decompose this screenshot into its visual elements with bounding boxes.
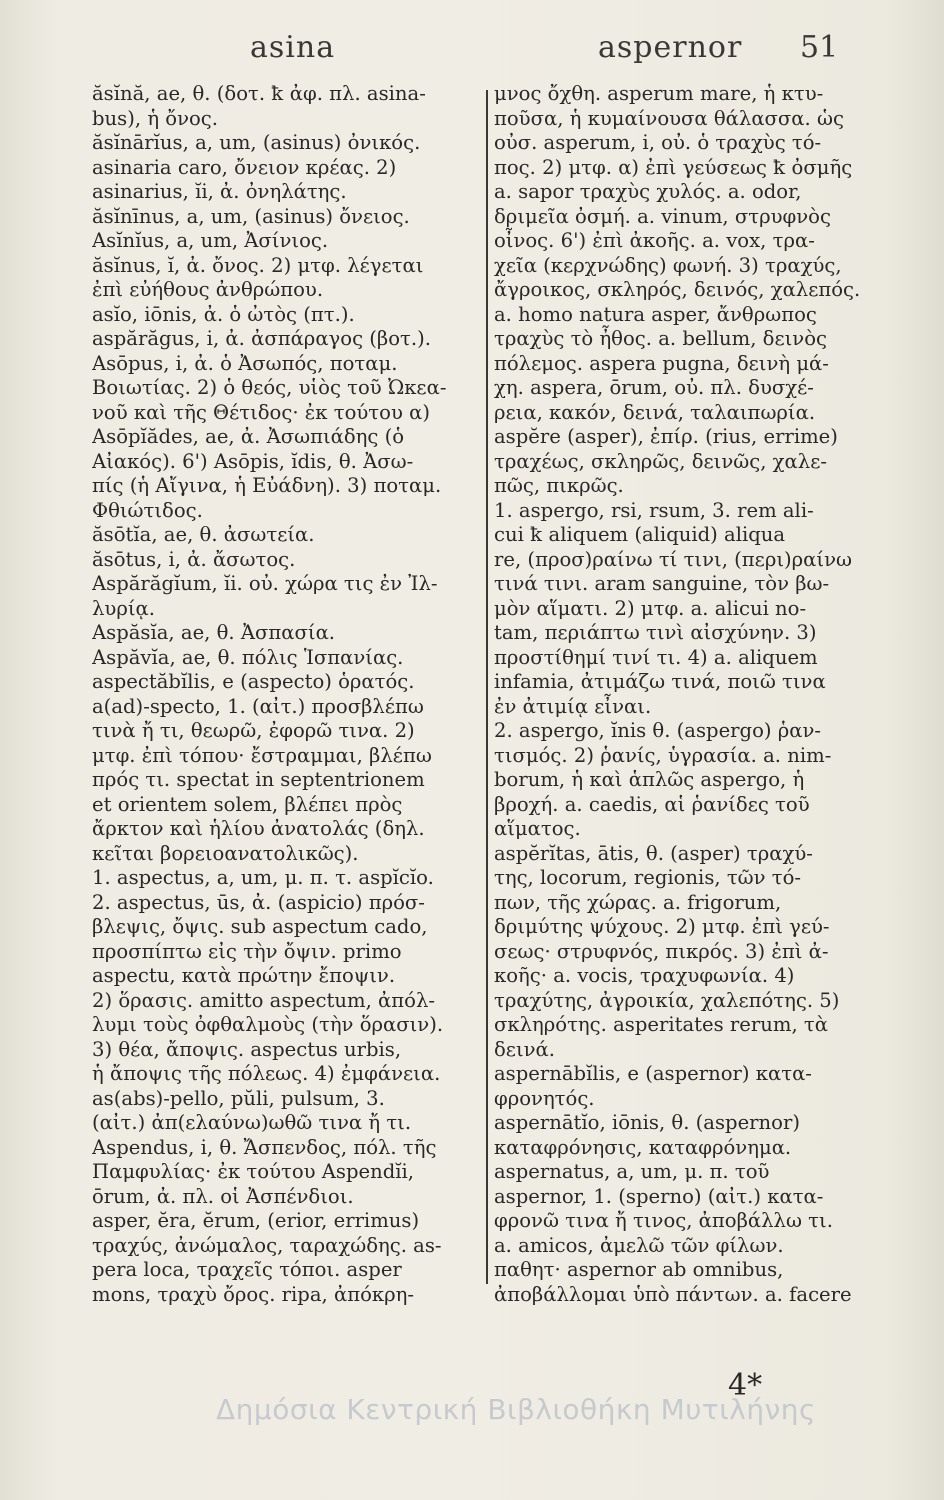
text-line: Αἰακός). 6') Asōpis, ĭdis, θ. Ἀσω- <box>92 449 414 473</box>
text-line: λυμι τοὺς ὀφθαλμοὺς (τὴν ὅρασιν). <box>92 1013 444 1036</box>
text-line: μτφ. ἐπὶ τόπου· ἔστραμμαι, βλέπω <box>92 743 432 767</box>
text-line: aspectăbĭlis, e (aspecto) ὁρατός. <box>92 670 415 693</box>
text-line: προσπίπτω εἰς τὴν ὄψιν. primo <box>92 939 402 963</box>
text-line: τραχύς, ἀνώμαλος, ταραχώδης. as- <box>92 1233 442 1257</box>
page-header <box>0 30 944 76</box>
text-line: cui ꝁ aliquem (aliquid) aliqua <box>494 523 786 546</box>
text-line: τραχύτης, ἀγροικία, χαλεπότης. 5) <box>494 988 840 1012</box>
text-line: 2. aspectus, ūs, ἀ. (aspicio) πρόσ- <box>92 890 425 914</box>
text-line: asper, ĕra, ĕrum, (erior, errimus) <box>92 1209 420 1232</box>
text-line: ἀποβάλλομαι ὑπὸ πάντων. a. facere <box>494 1282 852 1306</box>
text-line: λυρίᾳ. <box>92 596 155 620</box>
text-line: borum, ἡ καὶ ἁπλῶς aspergo, ἡ <box>494 768 805 791</box>
text-line: tam, περιάπτω τινὶ αἰσχύνην. 3) <box>494 621 817 644</box>
text-line: Παμφυλίας· ἐκ τούτου Aspendĭi, <box>92 1160 415 1183</box>
text-line: 2) ὅρασις. amitto aspectum, ἀπόλ- <box>92 988 435 1012</box>
text-line: aspernātĭo, iōnis, θ. (aspernor) <box>494 1111 800 1134</box>
signature-mark: 4* <box>728 1368 763 1403</box>
text-line: μὸν αἵματι. 2) μτφ. a. alicui no- <box>494 596 807 620</box>
text-line: aspectu, κατὰ πρώτην ἔποψιν. <box>92 964 396 987</box>
text-line: ἄγροικος, σκληρός, δεινός, χαλεπός. <box>494 278 861 301</box>
text-line: a. homo natura asper, ἄνθρωπος <box>494 302 817 326</box>
text-line: aspernābĭlis, e (aspernor) κατα- <box>494 1062 812 1085</box>
text-line: τραχὺς τὸ ἦθος. a. bellum, δεινὸς <box>494 327 827 350</box>
text-line: οἶνος. 6') ἐπὶ ἀκοῆς. a. vox, τρα- <box>494 229 815 252</box>
text-line: ăsĭnīnus, a, um, (asinus) ὄνειος. <box>92 204 410 228</box>
text-line: 1. aspectus, a, um, μ. π. τ. aspĭcĭo. <box>92 866 434 889</box>
text-line: ἐπὶ εὐήθους ἀνθρώπου. <box>92 278 324 301</box>
text-line: aspernor, 1. (sperno) (αἰτ.) κατα- <box>494 1184 824 1208</box>
text-line: ăsōtus, i, ἀ. ἄσωτος. <box>92 547 296 571</box>
text-line: πος. 2) μτφ. α) ἐπὶ γεύσεως ꝁ ὀσμῆς <box>494 155 853 179</box>
text-line: ăsĭnă, ae, θ. (δοτ. ꝁ ἀφ. πλ. asina- <box>92 82 426 105</box>
text-line: αἵματος. <box>494 817 581 840</box>
text-line: 3) θέα, ἄποψις. aspectus urbis, <box>92 1037 402 1061</box>
text-line: τινὰ ἤ τι, θεωρῶ, ἐφορῶ τινα. 2) <box>92 719 415 742</box>
text-line: et orientem solem, βλέπει πρὸς <box>92 792 403 816</box>
text-line: τραχέως, σκληρῶς, δεινῶς, χαλε- <box>494 449 827 473</box>
text-line: Βοιωτίας. 2) ὁ θεός, υἱὸς τοῦ Ὠκεα- <box>92 376 447 399</box>
text-line: φρονῶ τινα ἤ τινος, ἀποβάλλω τι. <box>494 1209 833 1232</box>
text-line: Aspendus, i, θ. Ἄσπενδος, πόλ. τῆς <box>92 1135 437 1159</box>
text-line: 1. aspergo, rsi, rsum, 3. rem ali- <box>494 498 814 522</box>
text-line: πων, τῆς χώρας. a. frigorum, <box>494 890 782 914</box>
page-number: 51 <box>800 30 839 65</box>
text-line: ρεια, κακόν, δεινά, ταλαιπωρία. <box>494 400 816 424</box>
text-line: μνος ὄχθη. asperum mare, ἡ κτυ- <box>494 82 824 105</box>
text-line: δριμύτης ψύχους. 2) μτφ. ἐπὶ γεύ- <box>494 915 830 938</box>
text-line: ποῦσα, ἡ κυμαίνουσα θάλασσα. ὡς <box>494 106 844 130</box>
text-line: ἐν ἀτιμίᾳ εἶναι. <box>494 694 652 718</box>
text-line: pera loca, τραχεῖς τόποι. asper <box>92 1258 402 1281</box>
text-line: re, (προσ)ραίνω τί τινι, (περι)ραίνω <box>494 547 852 571</box>
left-column <box>92 82 484 1307</box>
library-watermark: Δημόσια Κεντρική Βιβλιοθήκη Μυτιλήνης <box>216 1393 816 1426</box>
text-line: ăsĭnārĭus, a, um, (asinus) ὀνικός. <box>92 131 421 154</box>
text-line: ăsōtĭa, ae, θ. ἀσωτεία. <box>92 523 315 546</box>
text-line: προστίθημί τινί τι. 4) a. aliquem <box>494 645 818 669</box>
text-line: ōrum, ἀ. πλ. οἱ Ἀσπένδιοι. <box>92 1184 354 1208</box>
text-line: Φθιώτιδος. <box>92 498 203 522</box>
text-line: aspĕre (asper), ἐπίρ. (rius, errime) <box>494 425 838 448</box>
text-line: καταφρόνησις, καταφρόνημα. <box>494 1135 792 1159</box>
text-line: asinarius, ĭi, ἀ. ὀνηλάτης. <box>92 180 347 203</box>
text-line: Aspărăgĭum, ĭi. οὐ. χώρα τις ἐν Ἰλ- <box>92 572 438 595</box>
text-line: 2. aspergo, ĭnis θ. (aspergo) ῥαν- <box>494 719 822 742</box>
text-line: Asōpus, i, ἀ. ὁ Ἀσωπός, ποταμ. <box>92 351 398 375</box>
text-line: as(abs)-pello, pŭli, pulsum, 3. <box>92 1086 385 1110</box>
text-line: Aspăvĭa, ae, θ. πόλις Ἱσπανίας. <box>92 645 404 669</box>
text-line: asinaria caro, ὄνειον κρέας. 2) <box>92 155 397 179</box>
text-line: χη. aspera, ōrum, οὐ. πλ. δυσχέ- <box>494 376 814 399</box>
text-line: δεινά. <box>494 1037 556 1061</box>
text-line: κοῆς· a. vocis, τραχυφωνία. 4) <box>494 964 795 987</box>
text-line: πόλεμος. aspera pugna, δεινὴ μά- <box>494 351 829 375</box>
text-line: δριμεῖα ὀσμή. a. vinum, στρυφνὸς <box>494 204 831 228</box>
text-line: κεῖται βορειοανατολικῶς). <box>92 841 359 865</box>
text-line: ἄρκτον καὶ ἡλίου ἀνατολάς (δηλ. <box>92 817 425 840</box>
text-line: παθητ· aspernor ab omnibus, <box>494 1258 784 1281</box>
text-line: οὐσ. asperum, i, οὐ. ὁ τραχὺς τό- <box>494 131 822 154</box>
text-line: bus), ἡ ὄνος. <box>92 106 218 130</box>
text-line: πίς (ἡ Αἴγινα, ἡ Εὐάδνη). 3) ποταμ. <box>92 474 442 497</box>
text-line: βροχή. a. caedis, αἱ ῥανίδες τοῦ <box>494 792 810 816</box>
text-line: πρός τι. spectat in septentrionem <box>92 768 425 791</box>
text-line: νοῦ καὶ τῆς Θέτιδος· ἐκ τούτου α) <box>92 400 430 424</box>
text-line: aspĕrĭtas, ātis, θ. (asper) τραχύ- <box>494 841 813 865</box>
text-line: Asĭnĭus, a, um, Ἀσίνιος. <box>92 229 329 252</box>
text-line: τισμός. 2) ῥανίς, ὑγρασία. a. nim- <box>494 743 832 767</box>
text-line: infamia, ἀτιμάζω τινά, ποιῶ τινα <box>494 670 826 693</box>
text-line: a. sapor τραχὺς χυλός. a. odor, <box>494 180 802 203</box>
text-line: ἡ ἄποψις τῆς πόλεως. 4) ἐμφάνεια. <box>92 1062 441 1085</box>
text-line: mons, τραχὺ ὄρος. ripa, ἀπόκρη- <box>92 1282 414 1306</box>
text-line: Aspăsĭa, ae, θ. Ἀσπασία. <box>92 621 336 644</box>
left-running-headword: asina <box>250 30 336 65</box>
text-line: σεως· στρυφνός, πικρός. 3) ἐπὶ ἀ- <box>494 939 829 963</box>
text-line: Asōpĭădes, ae, ἀ. Ἀσωπιάδης (ὁ <box>92 425 405 448</box>
text-line: (αἰτ.) ἀπ(ελαύνω)ωθῶ τινα ἤ τι. <box>92 1111 412 1134</box>
text-line: της, locorum, regionis, τῶν τό- <box>494 866 802 889</box>
text-line: asĭo, iōnis, ἀ. ὁ ὠτὸς (πτ.). <box>92 302 355 326</box>
text-line: a(ad)-specto, 1. (αἰτ.) προσβλέπω <box>92 694 424 718</box>
text-line: ăsĭnus, ĭ, ἀ. ὄνος. 2) μτφ. λέγεται <box>92 253 424 277</box>
text-line: aspărăgus, i, ἀ. ἀσπάραγος (βοτ.). <box>92 327 431 350</box>
text-line: aspernatus, a, um, μ. π. τοῦ <box>494 1160 770 1183</box>
text-line: σκληρότης. asperitates rerum, τὰ <box>494 1013 828 1036</box>
text-line: a. amicos, ἀμελῶ τῶν φίλων. <box>494 1233 784 1257</box>
text-line: φρονητός. <box>494 1086 595 1110</box>
text-line: χεῖα (κερχνώδης) φωνή. 3) τραχύς, <box>494 253 842 277</box>
text-line: πῶς, πικρῶς. <box>494 474 624 497</box>
column-divider <box>486 90 488 1284</box>
right-running-headword: aspernor <box>598 30 743 65</box>
right-column <box>494 82 884 1307</box>
text-line: βλεψις, ὄψις. sub aspectum cado, <box>92 915 428 938</box>
text-line: τινά τινι. aram sanguine, τὸν βω- <box>494 572 830 595</box>
